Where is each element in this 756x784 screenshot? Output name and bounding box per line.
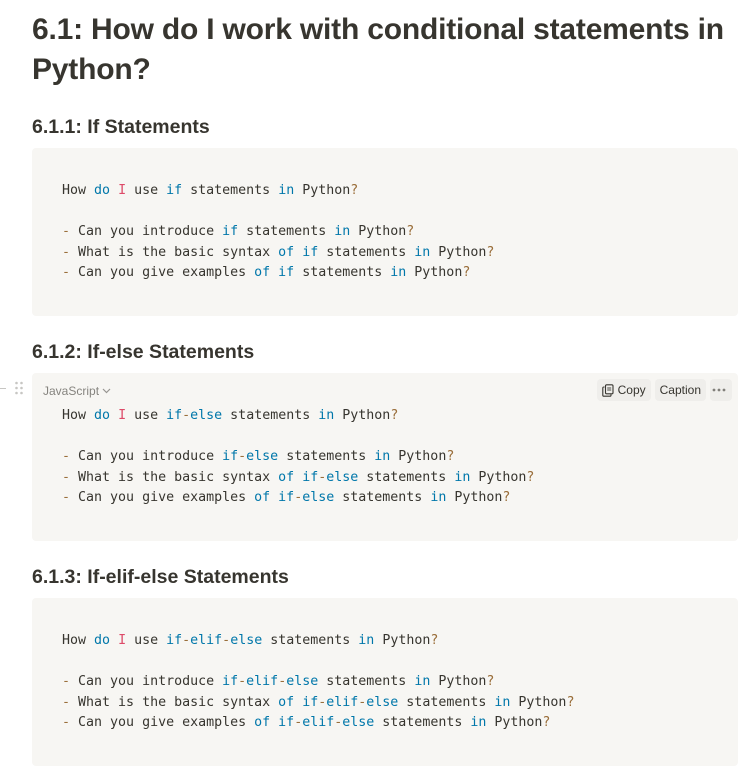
code-line-subquestion: [62, 713, 722, 734]
code-identifier: I: [118, 633, 127, 648]
code-operator: -: [238, 674, 247, 689]
code-keyword: in: [470, 715, 487, 730]
code-text: statements: [222, 408, 319, 423]
code-text: statements: [334, 490, 431, 505]
code-content[interactable]: [62, 406, 722, 509]
code-text: [294, 695, 302, 710]
code-keyword: of: [278, 469, 295, 485]
code-text: statements: [262, 633, 359, 648]
block-drag-guide: [0, 388, 6, 389]
code-content[interactable]: [62, 181, 722, 284]
code-keyword: elif: [246, 674, 279, 689]
section-heading-if: 6.1.1: If Statements: [32, 116, 210, 138]
code-bullet: -: [62, 694, 71, 710]
code-line-subquestion: [62, 447, 722, 468]
section-heading-if-elif-else: 6.1.3: If-elif-else Statements: [32, 566, 289, 588]
code-keyword: of: [254, 490, 271, 505]
code-keyword: else: [286, 674, 319, 689]
code-text: statements: [238, 224, 335, 239]
language-selector[interactable]: [43, 383, 111, 401]
code-keyword: if: [222, 449, 239, 464]
code-text: Can you give examples: [70, 715, 255, 730]
code-bullet: -: [62, 715, 71, 730]
code-bullet: -: [62, 244, 71, 260]
code-keyword: elif: [190, 633, 223, 648]
code-keyword: if: [278, 715, 295, 730]
code-keyword: in: [374, 449, 391, 464]
code-keyword: if: [302, 469, 319, 485]
code-line-subquestion: [62, 263, 722, 284]
code-keyword: if: [278, 490, 295, 505]
code-bullet: -: [62, 449, 71, 464]
code-keyword: else: [342, 715, 375, 730]
code-text: What is the basic syntax: [70, 244, 279, 260]
code-keyword: else: [366, 694, 399, 710]
code-bullet: -: [62, 490, 71, 505]
code-keyword: if: [302, 244, 319, 260]
code-operator: ?: [486, 244, 495, 260]
code-text: use: [126, 183, 167, 198]
code-keyword: if: [222, 224, 239, 239]
code-identifier: I: [118, 408, 127, 423]
section-heading-if-else: 6.1.2: If-else Statements: [32, 341, 255, 363]
code-text: Can you introduce: [70, 224, 223, 239]
more-options-button[interactable]: [710, 379, 732, 401]
code-operator: -: [294, 490, 303, 505]
code-text: Can you give examples: [70, 265, 255, 280]
code-keyword: else: [190, 408, 223, 423]
code-keyword: do: [94, 408, 111, 423]
code-keyword: of: [254, 715, 271, 730]
code-text: statements: [294, 265, 391, 280]
code-keyword: do: [94, 183, 111, 198]
code-operator: -: [278, 674, 287, 689]
code-text: Python: [374, 633, 431, 648]
code-operator: -: [238, 449, 247, 464]
code-text: [270, 265, 278, 280]
code-keyword: if: [278, 265, 295, 280]
code-text: How: [62, 633, 95, 648]
page-title: 6.1: How do I work with conditional statements in Python?: [32, 13, 724, 86]
code-keyword: in: [318, 408, 335, 423]
code-line-subquestion: [62, 693, 722, 714]
code-operator: -: [318, 694, 327, 710]
code-text: Can you introduce: [70, 449, 223, 464]
code-line-subquestion: [62, 468, 722, 489]
code-text: Python: [334, 408, 391, 423]
code-operator: -: [182, 408, 191, 423]
code-keyword: if: [166, 408, 183, 423]
chevron-down-icon: [102, 384, 111, 400]
code-text: Python: [430, 244, 487, 260]
code-text: Python: [446, 490, 503, 505]
code-text: [110, 633, 118, 648]
code-text: statements: [358, 469, 455, 485]
code-text: What is the basic syntax: [70, 694, 279, 710]
code-operator: -: [318, 469, 327, 485]
code-line-question: [62, 631, 722, 652]
code-keyword: in: [454, 469, 471, 485]
code-line-subquestion: [62, 243, 722, 264]
code-text: How: [62, 183, 95, 198]
code-keyword: in: [278, 183, 295, 198]
code-text: What is the basic syntax: [70, 469, 279, 485]
code-operator: ?: [486, 674, 495, 689]
code-keyword: in: [414, 244, 431, 260]
language-label: JavaScript: [43, 384, 100, 398]
code-line-question: [62, 181, 722, 202]
code-text: statements: [182, 183, 279, 198]
code-content[interactable]: [62, 631, 722, 734]
code-line-blank: [62, 202, 722, 223]
code-text: use: [126, 633, 167, 648]
code-line-blank: [62, 427, 722, 448]
code-text: [110, 183, 118, 198]
code-line-subquestion: [62, 222, 722, 243]
code-bullet: -: [62, 469, 71, 485]
code-keyword: of: [254, 265, 271, 280]
code-operator: -: [222, 633, 231, 648]
code-text: [110, 408, 118, 423]
code-operator: ?: [350, 183, 359, 198]
code-operator: ?: [502, 490, 511, 505]
code-keyword: of: [278, 244, 295, 260]
code-bullet: -: [62, 265, 71, 280]
code-operator: -: [358, 694, 367, 710]
code-keyword: in: [430, 490, 447, 505]
code-operator: ?: [566, 694, 575, 710]
code-operator: ?: [406, 224, 415, 239]
code-line-subquestion: [62, 488, 722, 509]
code-keyword: if: [166, 633, 183, 648]
code-text: [294, 245, 302, 260]
code-keyword: else: [302, 490, 335, 505]
code-keyword: of: [278, 694, 295, 710]
code-keyword: in: [414, 674, 431, 689]
caption-label: Caption: [659, 383, 701, 397]
code-operator: ?: [390, 408, 399, 423]
drag-handle-icon[interactable]: [14, 380, 24, 396]
code-text: Python: [510, 694, 567, 710]
code-bullet: -: [62, 674, 71, 689]
code-text: [270, 715, 278, 730]
code-keyword: else: [230, 633, 263, 648]
code-operator: -: [294, 715, 303, 730]
code-keyword: in: [334, 224, 351, 239]
code-line-question: [62, 406, 722, 427]
code-operator: ?: [446, 449, 455, 464]
code-line-blank: [62, 652, 722, 673]
code-operator: -: [334, 715, 343, 730]
code-keyword: else: [326, 469, 359, 485]
code-identifier: I: [118, 183, 127, 198]
code-keyword: in: [494, 694, 511, 710]
code-text: use: [126, 408, 167, 423]
code-block-if[interactable]: [32, 148, 738, 316]
code-keyword: do: [94, 633, 111, 648]
code-text: statements: [318, 674, 415, 689]
code-text: statements: [278, 449, 375, 464]
code-text: Python: [390, 449, 447, 464]
code-text: statements: [374, 715, 471, 730]
code-operator: -: [182, 633, 191, 648]
code-block-if-elif-else[interactable]: [32, 598, 738, 766]
more-horizontal-icon: [712, 388, 726, 392]
code-text: Can you give examples: [70, 490, 255, 505]
code-text: statements: [318, 244, 415, 260]
code-text: Python: [486, 715, 543, 730]
code-bullet: -: [62, 224, 71, 239]
code-text: How: [62, 408, 95, 423]
code-keyword: in: [390, 265, 407, 280]
code-text: Python: [294, 183, 351, 198]
code-keyword: if: [222, 674, 239, 689]
code-text: Python: [470, 469, 527, 485]
code-text: statements: [398, 694, 495, 710]
copy-label: Copy: [617, 383, 646, 397]
code-keyword: if: [166, 183, 183, 198]
copy-button[interactable]: [597, 379, 651, 401]
code-toolbar: [597, 379, 732, 401]
code-operator: ?: [430, 633, 439, 648]
code-text: Python: [350, 224, 407, 239]
code-line-subquestion: [62, 672, 722, 693]
code-text: [270, 490, 278, 505]
code-operator: ?: [526, 469, 535, 485]
code-keyword: in: [358, 633, 375, 648]
caption-button[interactable]: [655, 379, 706, 401]
code-text: Python: [406, 265, 463, 280]
code-operator: ?: [542, 715, 551, 730]
copy-icon: [602, 384, 614, 397]
code-keyword: elif: [302, 715, 335, 730]
code-operator: ?: [462, 265, 471, 280]
code-text: Can you introduce: [70, 674, 223, 689]
code-keyword: if: [302, 694, 319, 710]
code-keyword: else: [246, 449, 279, 464]
code-block-if-else[interactable]: [32, 373, 738, 541]
code-text: Python: [430, 674, 487, 689]
code-keyword: elif: [326, 694, 359, 710]
code-text: [294, 470, 302, 485]
